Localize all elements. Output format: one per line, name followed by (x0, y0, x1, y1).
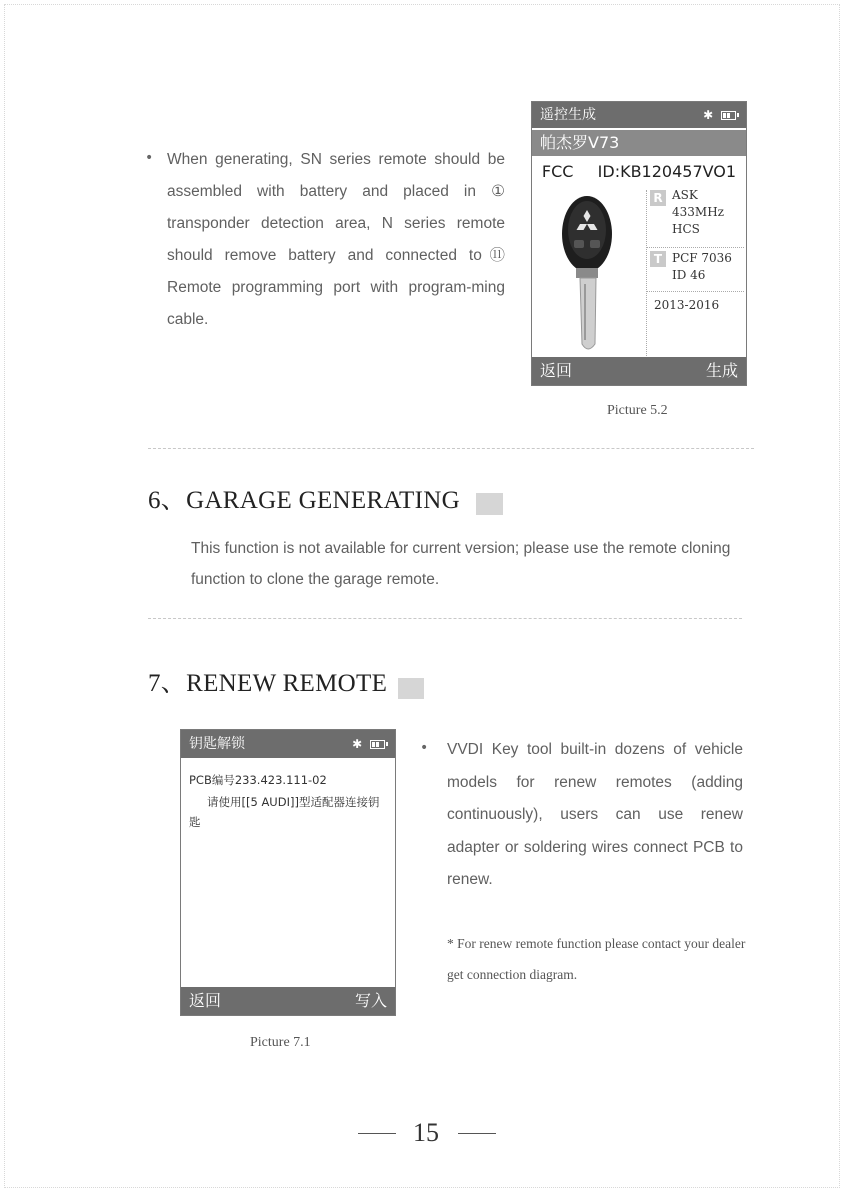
rf-modulation: ASK (672, 188, 698, 202)
screen-title-bar (181, 730, 395, 758)
remote-generate-screen (531, 101, 747, 386)
back-button[interactable]: 返回 (540, 361, 573, 380)
adapter-instruction: 请使用[[5 AUDI]]型适配器连接钥匙 (189, 795, 380, 829)
pcb-number: PCB编号233.423.111-02 (189, 773, 327, 787)
bluetooth-icon: ✱ (352, 737, 363, 751)
garage-paragraph: This function is not available for current version; please use the remote cloning function to clone the garage remote. (191, 540, 731, 588)
transponder-id: ID 46 (672, 268, 706, 282)
battery-icon (370, 740, 385, 749)
section-divider (148, 618, 742, 619)
page-number-line-right (458, 1133, 496, 1134)
rf-encoding: HCS (672, 222, 700, 236)
picture-5-2-caption: Picture 5.2 (607, 403, 668, 418)
renew-paragraph: VVDI Key tool built-in dozens of vehicle models for renew remotes (adding continuously), users can use renew adapter or soldering wires connect PCB to renew. (447, 741, 743, 888)
back-button[interactable]: 返回 (189, 991, 222, 1010)
rf-info (672, 187, 724, 238)
renew-note: * For renew remote function please contact your dealer get connection diagram. (447, 936, 746, 982)
screen-bottom-bar (532, 357, 746, 385)
transponder-badge: T (650, 251, 666, 267)
page-number-line-left (358, 1133, 396, 1134)
heading-accent (398, 678, 424, 699)
picture-7-1-caption: Picture 7.1 (250, 1035, 311, 1050)
screen-bottom-bar (181, 987, 395, 1015)
section-6-title: 6、GARAGE GENERATING (148, 487, 460, 514)
generating-paragraph: When generating, SN series remote should be assembled with battery and placed in ① transponder detection area, N series remote should remove battery and connected to⑪ Remote programming port with program-ming cable. (167, 151, 505, 328)
transponder-chip: PCF 7036 (672, 251, 732, 265)
generating-instructions (145, 144, 505, 336)
screen-title: 遥控生成 (540, 107, 596, 123)
write-button[interactable]: 写入 (354, 991, 387, 1010)
section-divider (148, 448, 754, 449)
screen-title: 钥匙解锁 (189, 736, 245, 752)
section-7-title: 7、RENEW REMOTE (148, 670, 388, 697)
rf-frequency: 433MHz (672, 205, 724, 219)
bluetooth-icon: ✱ (703, 108, 714, 122)
column-divider (646, 190, 647, 356)
heading-accent (476, 493, 503, 515)
status-icons (703, 102, 736, 128)
vehicle-model-bar: 帕杰罗V73 (532, 130, 746, 156)
screen-title-bar (532, 102, 746, 128)
info-divider (647, 291, 744, 292)
transponder-info (672, 250, 732, 284)
fcc-label: FCC (541, 162, 574, 181)
rf-badge: R (650, 190, 666, 206)
fcc-id-line (532, 160, 746, 184)
battery-icon (721, 111, 736, 120)
bullet: • (420, 740, 429, 756)
model-years: 2013-2016 (654, 298, 720, 312)
info-divider (647, 247, 744, 248)
bullet: • (145, 150, 154, 166)
fcc-id: ID:KB120457VO1 (597, 162, 737, 181)
generate-button[interactable]: 生成 (705, 361, 738, 380)
status-icons (352, 730, 385, 758)
key-unlock-screen (180, 729, 396, 1016)
car-key-image (552, 194, 622, 354)
page-number: 15 (413, 1118, 439, 1147)
